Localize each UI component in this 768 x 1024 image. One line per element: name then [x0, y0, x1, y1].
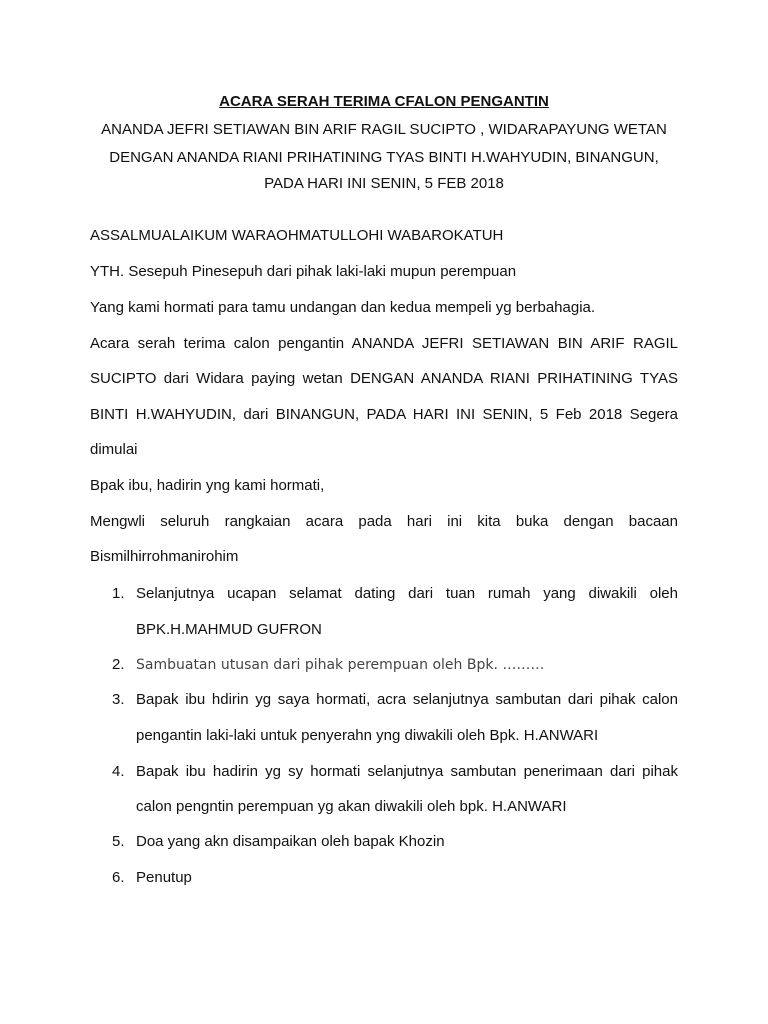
- list-item-number: 2.: [112, 656, 125, 673]
- list-item-text: Bapak ibu hadirin yg sy hormati selanjutnya sambutan penerimaan dari pihak: [136, 763, 678, 780]
- mengwli-line: Mengwli seluruh rangkaian acara pada hari ini kita buka dengan bacaan: [90, 513, 678, 530]
- header-line-2: DENGAN ANANDA RIANI PRIHATINING TYAS BINTI H.WAHYUDIN, BINANGUN,: [109, 149, 659, 166]
- list-item-text: calon pengntin perempuan yg akan diwakili oleh bpk. H.ANWARI: [136, 798, 567, 815]
- header-line-1: ANANDA JEFRI SETIAWAN BIN ARIF RAGIL SUCIPTO , WIDARAPAYUNG WETAN: [101, 121, 667, 138]
- document-title: ACARA SERAH TERIMA CFALON PENGANTIN: [219, 93, 549, 110]
- list-item-text: Doa yang akn disampaikan oleh bapak Khozin: [136, 833, 445, 850]
- greeting-text: ASSALMUALAIKUM WARAOHMATULLOHI WABAROKATUH: [90, 227, 504, 244]
- acara-line: BINTI H.WAHYUDIN, dari BINANGUN, PADA HARI INI SENIN, 5 Feb 2018 Segera: [90, 406, 678, 423]
- list-item-number: 4.: [112, 763, 125, 780]
- list-item-text: Sambuatan utusan dari pihak perempuan oleh Bpk. ………: [136, 657, 545, 673]
- list-item-number: 3.: [112, 691, 125, 708]
- acara-line: Acara serah terima calon pengantin ANANDA JEFRI SETIAWAN BIN ARIF RAGIL: [90, 335, 678, 352]
- header-line-3: PADA HARI INI SENIN, 5 FEB 2018: [264, 175, 504, 192]
- list-item-text: BPK.H.MAHMUD GUFRON: [136, 621, 322, 638]
- acara-line: SUCIPTO dari Widara paying wetan DENGAN ANANDA RIANI PRIHATINING TYAS: [90, 370, 678, 387]
- acara-line: dimulai: [90, 441, 138, 458]
- list-item-number: 6.: [112, 869, 125, 886]
- list-item-number: 5.: [112, 833, 125, 850]
- list-item-number: 1.: [112, 585, 125, 602]
- list-item-text: Selanjutnya ucapan selamat dating dari tuan rumah yang diwakili oleh: [136, 585, 678, 602]
- list-item-text: Bapak ibu hdirin yg saya hormati, acra selanjutnya sambutan dari pihak calon: [136, 691, 678, 708]
- list-item-text: Penutup: [136, 869, 192, 886]
- bpak-text: Bpak ibu, hadirin yng kami hormati,: [90, 477, 325, 494]
- yth-text: YTH. Sesepuh Pinesepuh dari pihak laki-laki mupun perempuan: [90, 263, 517, 280]
- respect-text: Yang kami hormati para tamu undangan dan kedua mempeli yg berbahagia.: [90, 299, 596, 316]
- mengwli-line: Bismilhirrohmanirohim: [90, 548, 239, 565]
- list-item-text: pengantin laki-laki untuk penyerahn yng diwakili oleh Bpk. H.ANWARI: [136, 727, 599, 744]
